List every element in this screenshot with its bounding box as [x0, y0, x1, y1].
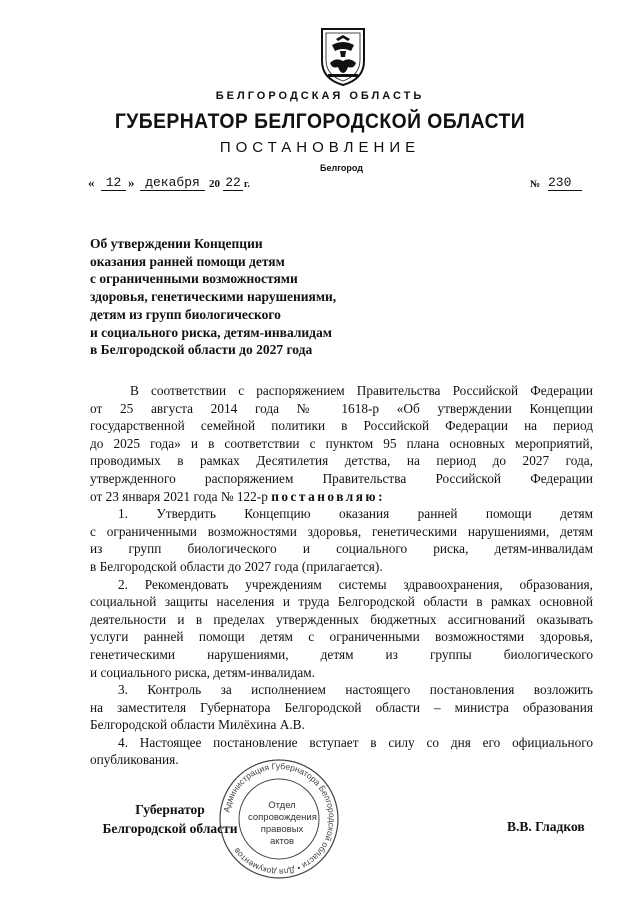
preamble-line: государственной семейной политики в Российской Федерации на период [90, 418, 593, 434]
item-3-line: Белгородской области Милёхина А.В. [90, 717, 305, 733]
title-line: Об утверждении Концепции [90, 236, 263, 251]
signatory-position [90, 800, 250, 838]
preamble-line: проводимых в рамках Десятилетия детства, на период до 2027 года, [90, 453, 593, 469]
stamp-line: актов [269, 836, 295, 847]
item-1-line: из групп биологического и социального риска, детям-инвалидам [90, 541, 593, 557]
item-2-line: 2. Рекомендовать учреждениям системы здравоохранения, образования, [118, 576, 593, 592]
preamble-line: до 2025 года» и в соответствии с пунктом 95 плана основных мероприятий, [90, 435, 593, 451]
preamble-text: от 23 января 2021 года № 122-р [90, 488, 268, 504]
item-2-line: деятельности и в пределах утвержденных бюджетных ассигнований оказывать [90, 611, 593, 627]
preamble-line: утвержденного распоряжением Правительства Российской Федерации [90, 470, 593, 486]
item-4-line: 4. Настоящее постановление вступает в силу со дня его официального [118, 734, 593, 750]
document-title [90, 235, 390, 359]
title-line: и социального риска, детям-инвалидам [90, 324, 332, 340]
title-line: оказания ранней помощи детям [90, 253, 285, 269]
signatory-name: В.В. Гладков [507, 819, 585, 834]
date-year-suffix: г. [244, 179, 250, 190]
item-3-line: на заместителя Губернатора Белгородской области – министра образования [90, 699, 593, 715]
item-1-line: 1. Утвердить Концепцию оказания ранней помощи детям [118, 506, 593, 522]
date-month: декабря [140, 175, 205, 191]
date-century: 20 [209, 178, 220, 190]
document-type-heading: ПОСТАНОВЛЕНИЕ [219, 139, 421, 156]
date-year: 22 [223, 175, 243, 191]
document-body [90, 382, 593, 769]
item-1-line: в Белгородской области до 2027 года (прилагается). [90, 558, 383, 574]
title-line: детям из групп биологического [90, 306, 281, 322]
stamp-line: сопровождения [248, 812, 317, 823]
coat-of-arms-icon [318, 27, 368, 87]
date-close-quote: » [128, 175, 135, 190]
date-open-quote: « [88, 175, 95, 190]
item-2-line: услуги ранней помощи детям с ограниченными возможностями здоровья, [90, 629, 593, 645]
title-line: в Белгородской области до 2027 года [90, 342, 313, 358]
document-number: 230 [548, 175, 582, 191]
item-2-line: генетическими нарушениями, детям из группы биологического [90, 646, 593, 662]
title-line: здоровья, генетическими нарушениями, [90, 289, 337, 305]
preamble-line [90, 488, 593, 506]
governor-heading: ГУБЕРНАТОР БЕЛГОРОДСКОЙ ОБЛАСТИ [114, 110, 526, 133]
item-2-line: и социального риска, детям-инвалидам. [90, 664, 316, 680]
region-heading: БЕЛГОРОДСКАЯ ОБЛАСТЬ [215, 90, 425, 102]
title-line: с ограниченными возможностями [90, 271, 298, 287]
item-2-line: социальной защиты населения и труда Белгородской области в рамках основной [90, 594, 593, 610]
item-3-line: 3. Контроль за исполнением настоящего постановления возложить [118, 682, 593, 698]
preamble-line: В соответствии с распоряжением Правительства Российской Федерации [130, 383, 593, 398]
stamp-ring-text: Администрация Губернатора Белгородской области • Для документов [221, 760, 338, 878]
document-number-label: № [530, 179, 541, 190]
position-line: Белгородской области [102, 821, 238, 836]
city-label: Белгород [320, 163, 363, 173]
stamp-inner-text [248, 800, 316, 848]
position-line: Губернатор [135, 802, 205, 817]
stamp-line: правовых [260, 824, 304, 835]
date-day: 12 [101, 175, 126, 191]
resolves-keyword: постановляю: [271, 488, 385, 504]
preamble-line: от 25 августа 2014 года № 1618-р «Об утверждении Концепции [90, 400, 593, 416]
item-1-line: с ограниченными возможностями здоровья, генетическими нарушениями, детям [90, 523, 593, 539]
item-4-line: опубликования. [90, 752, 179, 768]
stamp-line: Отдел [268, 800, 296, 811]
